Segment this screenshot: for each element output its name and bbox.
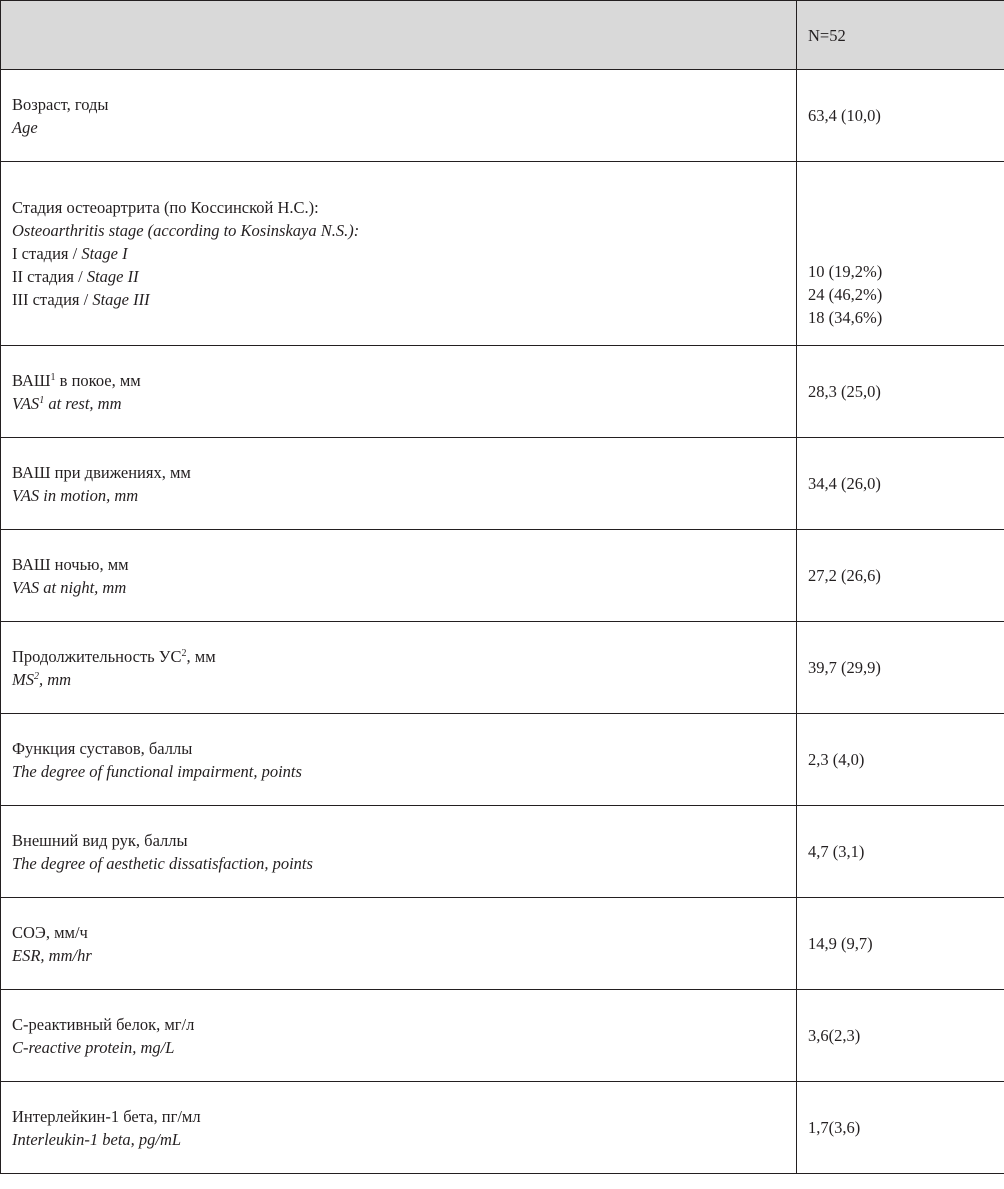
parameter-ru: Функция суставов, баллы — [12, 738, 193, 758]
parameter-cell — [1, 806, 797, 898]
table-row — [1, 714, 1004, 806]
header-n-cell: N=52 — [797, 1, 1004, 70]
value-cell: 3,6(2,3) — [797, 990, 1004, 1082]
stage-value: 18 (34,6%) — [808, 308, 883, 327]
stage-line — [12, 242, 785, 265]
header-label-cell — [1, 1, 797, 70]
parameter-ru: Интерлейкин-1 бета, пг/мл — [12, 1106, 201, 1126]
value-cell: 28,3 (25,0) — [797, 346, 1004, 438]
parameter-en: Age — [12, 117, 38, 137]
table-row — [1, 70, 1004, 162]
parameter-cell — [1, 714, 797, 806]
table-row — [1, 162, 1004, 346]
stage-value: 10 (19,2%) — [808, 262, 883, 281]
parameter-ru: СОЭ, мм/ч — [12, 922, 88, 942]
stage-ru: II стадия / — [12, 267, 87, 286]
table-row — [1, 898, 1004, 990]
parameter-en: VAS at night, mm — [12, 577, 127, 597]
parameter-cell — [1, 1082, 797, 1174]
parameter-cell — [1, 70, 797, 162]
parameter-ru: Возраст, годы — [12, 94, 109, 114]
stage-ru: I стадия / — [12, 244, 82, 263]
parameter-cell — [1, 898, 797, 990]
value-cell: 14,9 (9,7) — [797, 898, 1004, 990]
table-row — [1, 806, 1004, 898]
parameter-en: Interleukin-1 beta, pg/mL — [12, 1129, 182, 1149]
stage-ru: III стадия / — [12, 290, 93, 309]
parameter-ru: ВАШ ночью, мм — [12, 554, 129, 574]
value-cell: 1,7(3,6) — [797, 1082, 1004, 1174]
stage-line — [12, 288, 785, 311]
value-cell: 27,2 (26,6) — [797, 530, 1004, 622]
table-row — [1, 622, 1004, 714]
parameter-cell — [1, 346, 797, 438]
table-row — [1, 990, 1004, 1082]
table-row — [1, 530, 1004, 622]
value-cell: 63,4 (10,0) — [797, 70, 1004, 162]
parameter-ru: Стадия остеоартрита (по Коссинской Н.С.): — [12, 198, 319, 217]
parameter-ru: ВАШ при движениях, мм — [12, 462, 191, 482]
value-cell: 2,3 (4,0) — [797, 714, 1004, 806]
value-cell: 39,7 (29,9) — [797, 622, 1004, 714]
parameter-cell — [1, 990, 797, 1082]
parameter-en: The degree of aesthetic dissatisfaction, points — [12, 853, 313, 873]
value-cell: 34,4 (26,0) — [797, 438, 1004, 530]
value-cell — [797, 162, 1004, 346]
footnote-mark: 1 — [39, 394, 45, 406]
table-row — [1, 1082, 1004, 1174]
footnote-mark: 2 — [34, 670, 39, 682]
parameter-en: VAS in motion, mm — [12, 485, 139, 505]
parameter-en: C-reactive protein, mg/L — [12, 1037, 175, 1057]
parameter-cell — [1, 438, 797, 530]
parameter-ru: ВАШ$^1$ в покое, мм — [12, 370, 141, 390]
table-row — [1, 438, 1004, 530]
parameter-en: $MS^2$, mm — [12, 669, 72, 689]
parameter-ru: С-реактивный белок, мг/л — [12, 1014, 195, 1034]
parameter-cell — [1, 530, 797, 622]
footnote-mark: 2 — [181, 647, 187, 659]
parameter-en: Osteoarthritis stage (according to Kosinskaya N.S.): — [12, 221, 360, 240]
parameter-ru: Внешний вид рук, баллы — [12, 830, 188, 850]
parameter-cell — [1, 622, 797, 714]
stage-en: Stage I — [81, 244, 128, 263]
header-row — [1, 1, 1004, 70]
parameter-ru: Продолжительность $УС^2$, мм — [12, 646, 216, 666]
parameter-en: VAS$^1$ at rest, mm — [12, 393, 122, 413]
stage-line — [12, 265, 785, 288]
stage-value: 24 (46,2%) — [808, 285, 883, 304]
parameter-en: ESR, mm/hr — [12, 945, 92, 965]
stage-en: Stage II — [86, 267, 139, 286]
parameter-en: The degree of functional impairment, points — [12, 761, 302, 781]
parameter-cell — [1, 162, 797, 346]
table-row — [1, 346, 1004, 438]
footnote-mark: 1 — [50, 371, 56, 383]
stage-en: Stage III — [92, 290, 150, 309]
value-cell: 4,7 (3,1) — [797, 806, 1004, 898]
